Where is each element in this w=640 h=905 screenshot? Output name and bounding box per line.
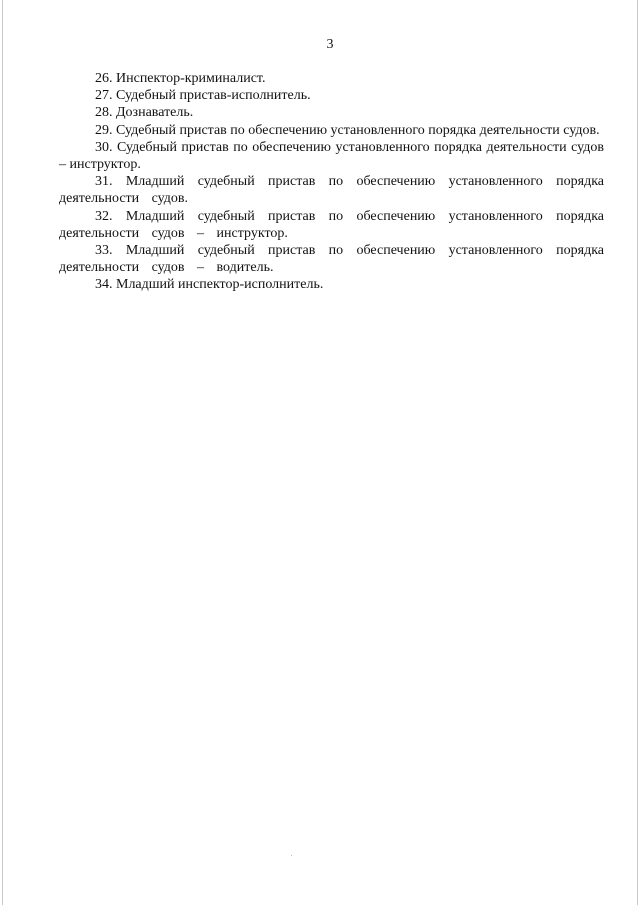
list-item-31: 31. Младший судебный пристав по обеспечению установленного порядка деятельности судов. [59,174,604,207]
page-number: 3 [326,37,334,52]
scan-edge-right [637,0,638,905]
scan-speck [291,855,292,856]
scan-edge-left [2,0,3,905]
list-item-32: 32. Младший судебный пристав по обеспечению установленного порядка деятельности судов – инструктор. [59,208,604,241]
list-item-34: 34. Младший инспектор-исполнитель. [95,277,324,293]
list-item-26: 26. Инспектор-криминалист. [95,71,266,86]
list-item-30: 30. Судебный пристав по обеспечению установленного порядка деятельности судов – инструктор. [59,139,604,173]
list-item-29: 29. Судебный пристав по обеспечению установленного порядка деятельности судов. [95,122,600,138]
list-item-27: 27. Судебный пристав-исполнитель. [95,88,311,104]
positions-list [59,70,604,294]
list-item-28: 28. Дознаватель. [95,105,194,121]
list-item-33: 33. Младший судебный пристав по обеспечению установленного порядка деятельности судов – водитель. [59,243,604,276]
